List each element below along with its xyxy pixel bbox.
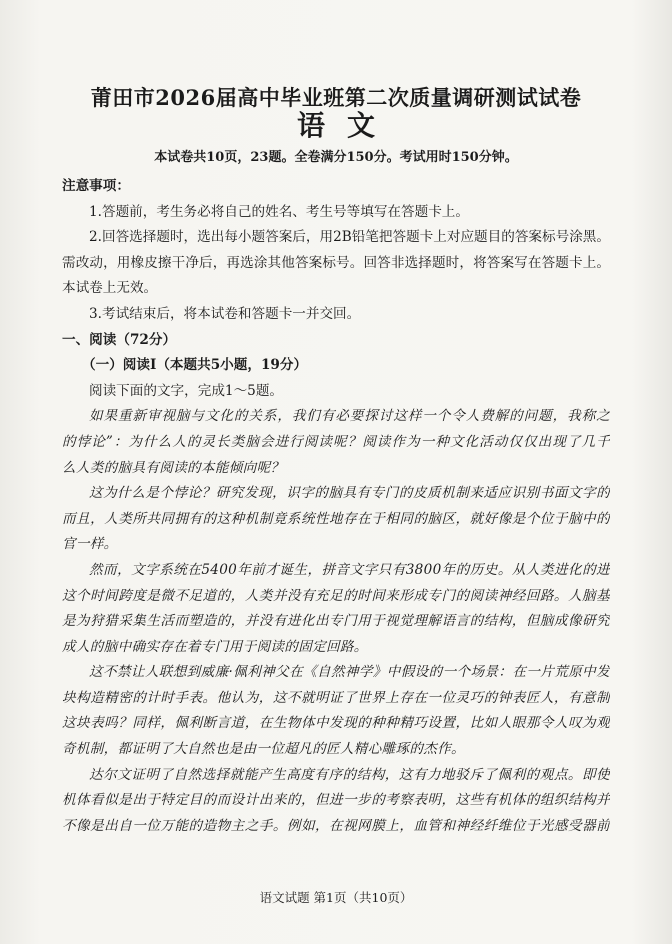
passage-line: 这为什么是个悖论？研究发现，识字的脑具有专门的皮质机制来适应识别书面文字的: [89, 485, 610, 502]
page-footer: 语文试题 第1页（共10页）: [259, 890, 413, 905]
passage-line: 么人类的脑具有阅读的本能倾向呢？: [62, 459, 285, 476]
notice-line: 2.回答选择题时，选出每小题答案后，用2B铅笔把答题卡上对应题目的答案标号涂黑。: [89, 229, 610, 246]
section-heading: 一、阅读（72分）: [62, 331, 177, 348]
passage-line: 达尔文证明了自然选择就能产生高度有序的结构，这有力地驳斥了佩利的观点。即使: [89, 766, 610, 783]
passage-line: 而且，人类所共同拥有的这种机制竟系统性地存在于相同的脑区，就好像是个位于脑中的: [62, 510, 610, 527]
notice-line: 1.答题前，考生务必将自己的姓名、考生号等填写在答题卡上。: [89, 203, 469, 220]
passage-line: 机体看似是出于特定目的而设计出来的，但进一步的考察表明，这些有机体的组织结构并: [62, 792, 610, 809]
passage-line: 这不禁让人联想到威廉·佩利神父在《自然神学》中假设的一个场景：在一片荒原中发: [89, 664, 610, 681]
passage-line: 是为狩猎采集生活而塑造的，并没有进化出专门用于视觉理解语言的结构，但脑成像研究: [62, 613, 610, 630]
passage-line: 如果重新审视脑与文化的关系，我们有必要探讨这样一个令人费解的问题，我称之: [89, 408, 610, 425]
notice-line: 3.考试结束后，将本试卷和答题卡一并交回。: [89, 305, 361, 322]
passage-line: 官一样。: [62, 536, 118, 553]
passage-line: 不像是出自一位万能的造物主之手。例如，在视网膜上，血管和神经纤维位于光感受器前: [62, 817, 610, 834]
passage-line: 成人的脑中确实存在着专门用于阅读的固定回路。: [62, 638, 368, 655]
passage-line: 这个时间跨度是微不足道的，人类并没有充足的时间来形成专门的阅读神经回路。人脑基: [62, 587, 610, 604]
passage-line: 这块表吗？同样，佩利断言道，在生物体中发现的种种精巧设置，比如人眼那令人叹为观: [62, 715, 610, 732]
exam-body: [62, 174, 610, 839]
section-subheading: （一）阅读Ⅰ（本题共5小题，19分）: [82, 357, 308, 374]
passage-line: 的悖论”：为什么人的灵长类脑会进行阅读呢？阅读作为一种文化活动仅仅出现了几千: [62, 433, 610, 450]
passage-line: 块构造精密的计时手表。他认为，这不就明证了世界上存在一位灵巧的钟表匠人，有意制: [62, 689, 610, 706]
section-instruction: 阅读下面的文字，完成1～5题。: [89, 382, 284, 399]
notice-heading: 注意事项：: [62, 178, 130, 194]
notice-line: 本试卷上无效。: [62, 280, 158, 297]
passage-line: 然而，文字系统在5400年前才诞生，拼音文字只有3800年的历史。从人类进化的进: [89, 561, 610, 578]
passage-line: 奇机制，都证明了大自然也是由一位超凡的匠人精心雕琢的杰作。: [62, 741, 465, 758]
exam-info: 本试卷共10页，23题。全卷满分150分。考试用时150分钟。: [154, 150, 518, 165]
notice-line: 需改动，用橡皮擦干净后，再选涂其他答案标号。回答非选择题时，将答案写在答题卡上。: [62, 254, 610, 271]
subject-title: 语文: [296, 109, 397, 142]
exam-title: 莆田市2026届高中毕业班第二次质量调研测试试卷: [90, 85, 582, 110]
